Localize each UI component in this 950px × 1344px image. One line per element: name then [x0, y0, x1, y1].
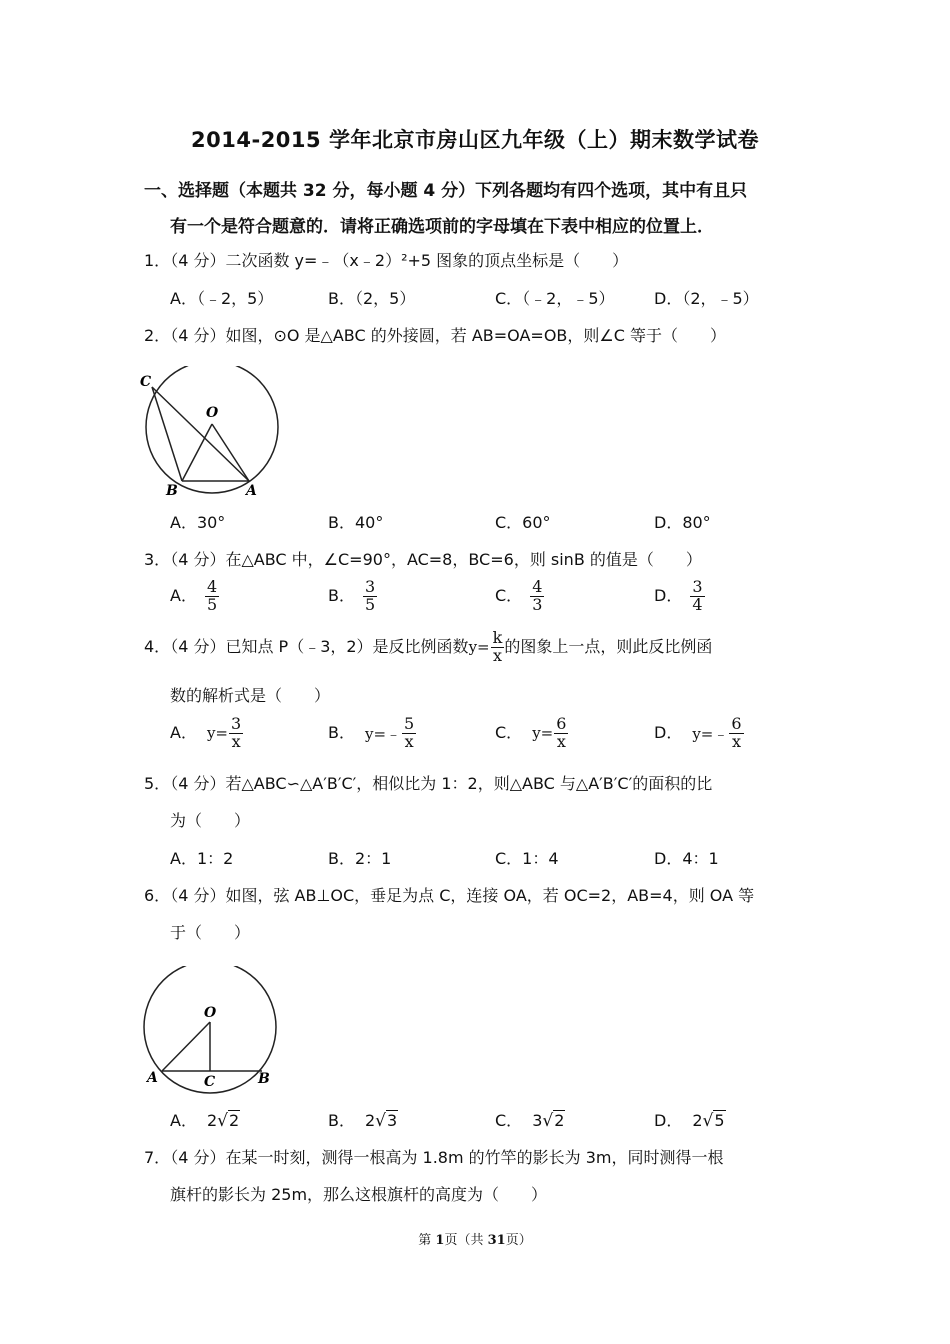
- label-a: A: [246, 483, 257, 499]
- question-4: [144, 630, 712, 665]
- denominator: 5: [364, 594, 376, 614]
- formula-lhs: y=: [468, 638, 490, 657]
- radicand: 2: [554, 1111, 565, 1130]
- label-b: B: [258, 1071, 270, 1087]
- label-c: C: [140, 374, 152, 390]
- q4-option-b: [328, 716, 416, 751]
- question-5-line2: 为（ ）: [170, 811, 251, 830]
- denominator: x: [231, 731, 241, 751]
- question-2: [144, 323, 726, 346]
- function-formula: [469, 630, 505, 665]
- option-label: C．: [495, 585, 523, 605]
- question-text: （4 分）若△ABC∽△A′B′C′，相似比为 1：2，则△ABC 与△A′B′C′的面积的比: [170, 774, 713, 793]
- label-a: A: [147, 1070, 158, 1086]
- label-o: O: [206, 405, 219, 421]
- question-text: （4 分）如图，⊙O 是△ABC 的外接圆，若 AB=OA=OB，则∠C 等于（ ）: [170, 326, 726, 345]
- coefficient: 2: [206, 1111, 218, 1130]
- label-c: C: [204, 1074, 216, 1090]
- q6-circle-figure: [138, 966, 288, 1096]
- formula: [692, 716, 743, 751]
- q2-option-b: B．40°: [328, 513, 384, 532]
- option-label: D．: [654, 585, 683, 605]
- q4-option-d: [654, 716, 744, 751]
- label-o: O: [204, 1005, 217, 1021]
- question-text: （4 分）已知点 P（﹣3，2）是反比例函数: [170, 636, 469, 656]
- q2-circle-figure: [138, 366, 288, 504]
- segment-oa: [212, 424, 249, 481]
- formula-lhs: y=﹣: [364, 724, 402, 743]
- formula-lhs: y=: [532, 724, 554, 743]
- coefficient: 2: [364, 1111, 376, 1130]
- formula: [532, 716, 568, 751]
- denominator: x: [492, 645, 502, 665]
- fraction: [229, 716, 243, 751]
- denominator: 4: [692, 594, 703, 614]
- q5-option-d: D．4：1: [654, 849, 719, 868]
- numerator: 4: [206, 577, 218, 596]
- page-title: 2014-2015 学年北京市房山区九年级（上）期末数学试卷: [191, 128, 759, 152]
- sqrt-icon: √: [375, 1111, 387, 1131]
- numerator: 3: [692, 577, 703, 596]
- fraction: [530, 579, 544, 614]
- q1-option-c: C．（﹣2，﹣5）: [495, 289, 615, 308]
- question-number: 1．: [144, 251, 171, 270]
- q2-option-a: A．30°: [170, 513, 226, 532]
- question-text-cont: 的图象上一点，则此反比例函: [504, 636, 713, 656]
- question-number: 5．: [144, 774, 171, 793]
- radicand: 2: [228, 1111, 240, 1130]
- option-label: B．: [328, 722, 355, 742]
- q5-option-a: A．1：2: [170, 849, 234, 868]
- formula-lhs: y=: [206, 724, 228, 743]
- question-text: （4 分）在某一时刻，测得一根高为 1.8m 的竹竿的影长为 3m，同时测得一根: [170, 1148, 724, 1167]
- q2-option-d: D．80°: [654, 513, 711, 532]
- page-footer: [0, 1229, 950, 1248]
- denominator: 5: [206, 594, 218, 614]
- numerator: 5: [404, 714, 415, 733]
- question-4-line2: 数的解析式是（ ）: [170, 686, 331, 705]
- fraction: [729, 716, 743, 751]
- sqrt-icon: √: [702, 1111, 714, 1131]
- fraction: [491, 630, 505, 665]
- section-heading-line1: 一、选择题（本题共 32 分，每小题 4 分）下列各题均有四个选项，其中有且只: [144, 181, 748, 201]
- question-7-line2: 旗杆的影长为 25m，那么这根旗杆的高度为（ ）: [170, 1185, 548, 1204]
- segment-oa: [162, 1022, 210, 1071]
- q1-option-d: D．（2，﹣5）: [654, 289, 759, 308]
- denominator: x: [556, 731, 566, 751]
- option-label: D．: [654, 1111, 683, 1130]
- label-b: B: [166, 483, 178, 499]
- denominator: 3: [532, 594, 543, 614]
- footer-middle: 页（共: [444, 1233, 488, 1248]
- question-3: [144, 547, 702, 570]
- q3-option-d: [654, 579, 705, 614]
- segment-ob: [182, 424, 212, 481]
- formula-lhs: y=﹣: [692, 724, 729, 743]
- sqrt-icon: √: [217, 1111, 228, 1131]
- radicand: 5: [714, 1111, 725, 1130]
- question-number: 4．: [144, 636, 171, 656]
- coefficient: 2: [692, 1111, 703, 1130]
- option-label: A．: [170, 1111, 197, 1130]
- option-label: A．: [170, 722, 197, 742]
- question-7: [144, 1145, 724, 1168]
- option-label: B．: [328, 1111, 355, 1130]
- q1-option-a: A．（﹣2，5）: [170, 289, 274, 308]
- question-6-line2: 于（ ）: [170, 923, 251, 942]
- question-5: [144, 771, 712, 794]
- q6-option-c: [495, 1108, 565, 1131]
- option-label: C．: [495, 722, 523, 742]
- question-text: （4 分）二次函数 y=﹣（x﹣2）²+5 图象的顶点坐标是（ ）: [170, 251, 629, 270]
- option-label: A．: [170, 585, 197, 605]
- question-number: 7．: [144, 1148, 171, 1167]
- q5-option-c: C．1：4: [495, 849, 559, 868]
- sqrt-icon: √: [542, 1111, 554, 1131]
- section-heading-line2: 有一个是符合题意的．请将正确选项前的字母填在下表中相应的位置上．: [170, 217, 714, 237]
- q3-option-c: [495, 579, 544, 614]
- footer-suffix: 页）: [505, 1233, 532, 1248]
- question-text: （4 分）如图，弦 AB⊥OC，垂足为点 C，连接 OA，若 OC=2，AB=4，则 OA 等: [170, 886, 755, 905]
- question-6: [144, 883, 754, 906]
- option-label: D．: [654, 722, 683, 742]
- formula: [365, 716, 416, 751]
- question-1: [144, 248, 628, 271]
- q6-option-b: [328, 1108, 398, 1131]
- radicand: 3: [387, 1111, 398, 1130]
- q4-option-a: [170, 716, 243, 751]
- footer-prefix: 第: [418, 1233, 436, 1248]
- formula: [207, 716, 243, 751]
- q6-option-a: [170, 1108, 240, 1131]
- question-number: 2．: [144, 326, 171, 345]
- numerator: 4: [532, 577, 543, 596]
- coefficient: 3: [532, 1111, 543, 1130]
- numerator: 6: [731, 714, 742, 733]
- question-number: 3．: [144, 550, 171, 569]
- option-label: B．: [328, 585, 355, 605]
- q1-option-b: B．（2，5）: [328, 289, 416, 308]
- numerator: 6: [556, 714, 567, 733]
- page-total: 31: [487, 1233, 506, 1248]
- question-number: 6．: [144, 886, 171, 905]
- denominator: x: [731, 731, 741, 751]
- denominator: x: [404, 731, 414, 751]
- fraction: [205, 579, 219, 614]
- fraction: [554, 716, 568, 751]
- fraction: [690, 579, 704, 614]
- q6-option-d: [654, 1108, 726, 1131]
- q2-option-c: C．60°: [495, 513, 551, 532]
- numerator: 3: [231, 714, 242, 733]
- q3-option-a: [170, 579, 219, 614]
- fraction: [363, 579, 377, 614]
- numerator: k: [492, 628, 503, 647]
- q3-option-b: [328, 579, 377, 614]
- q5-option-b: B．2：1: [328, 849, 392, 868]
- q4-option-c: [495, 716, 568, 751]
- option-label: C．: [495, 1111, 523, 1130]
- page-number: 1: [435, 1233, 445, 1248]
- fraction: [402, 716, 416, 751]
- question-text: （4 分）在△ABC 中，∠C=90°，AC=8，BC=6，则 sinB 的值是（ ）: [170, 550, 702, 569]
- numerator: 3: [364, 577, 376, 596]
